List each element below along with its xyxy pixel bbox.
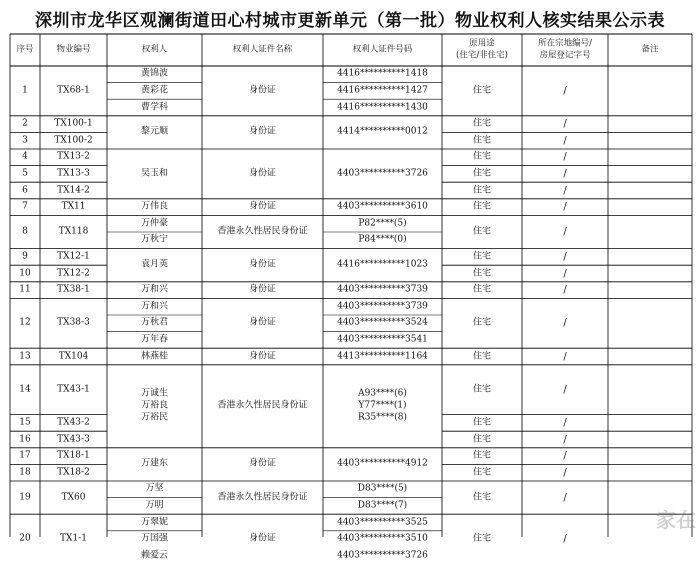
row-use: 住宅 [472, 417, 491, 428]
row-id-no: 4403**********3510 [337, 533, 428, 544]
row-seq: 16 [19, 434, 31, 444]
row-id-no: A93****(6) [358, 388, 407, 399]
header-property-no: 物业编号 [56, 44, 91, 55]
row-id-no: 4413**********1164 [337, 351, 428, 361]
row-reg: / [563, 168, 567, 180]
row-property-no: TX43-2 [57, 417, 90, 428]
header-remark: 备注 [641, 44, 659, 55]
row-seq: 1 [22, 85, 28, 96]
row-use: 住宅 [472, 151, 491, 162]
row-owner: 万翠妮 [140, 517, 168, 527]
row-id-no: Y77****(1) [358, 400, 407, 411]
row-reg: / [563, 492, 567, 504]
row-owner: 万年春 [140, 334, 168, 345]
row-property-no: TX1-1 [60, 533, 87, 544]
row-owner: 万国强 [140, 533, 168, 544]
page-title: 深圳市龙华区观澜街道田心村城市更新单元（第一批）物业权利人核实结果公示表 [35, 11, 665, 31]
row-reg: / [563, 85, 567, 97]
row-reg: / [563, 434, 567, 445]
header-id-no: 权利人证件号码 [352, 44, 413, 55]
row-property-no: TX13-3 [57, 168, 90, 179]
row-use: 住宅 [472, 85, 491, 96]
row-reg: / [563, 351, 567, 362]
row-reg: / [563, 384, 567, 396]
row-id-type: 身份证 [248, 168, 276, 179]
row-seq: 12 [19, 317, 31, 328]
row-owner: 黎元顺 [140, 126, 168, 137]
row-property-no: TX12-1 [57, 251, 90, 262]
row-property-no: TX100-2 [54, 135, 93, 146]
row-use: 住宅 [472, 226, 491, 237]
row-seq: 6 [22, 185, 28, 195]
row-seq: 11 [19, 284, 31, 295]
row-id-type: 身份证 [248, 201, 276, 212]
header-use: 原用途 [469, 38, 495, 49]
row-owner: 万诚生 [140, 388, 168, 399]
row-id-no: 4403**********3726 [337, 168, 428, 179]
header-reg: 所在宗地编号/ [538, 38, 592, 49]
row-reg: / [563, 151, 567, 163]
row-owner: 曹学科 [140, 102, 168, 112]
row-seq: 3 [22, 135, 28, 146]
row-use: 住宅 [472, 351, 491, 361]
row-use: 住宅 [472, 284, 491, 295]
row-use: 住宅 [472, 118, 491, 129]
row-use: 住宅 [472, 251, 491, 262]
row-seq: 20 [19, 533, 31, 544]
row-use: 住宅 [472, 268, 491, 278]
row-seq: 9 [22, 251, 28, 262]
row-use: 住宅 [472, 434, 491, 444]
row-seq: 4 [22, 151, 28, 162]
row-property-no: TX12-2 [57, 268, 90, 278]
row-reg: / [563, 185, 567, 196]
row-reg: / [563, 467, 567, 479]
row-owner: 万仲豪 [140, 218, 168, 229]
row-id-type: 身份证 [248, 85, 276, 96]
row-reg: / [563, 450, 567, 462]
row-id-no: 4403**********3739 [337, 284, 428, 295]
row-owner: 万秋宁 [140, 234, 168, 245]
row-reg: / [563, 417, 567, 429]
row-id-type: 香港永久性居民身份证 [217, 400, 308, 411]
row-id-no: 4414**********0012 [337, 126, 428, 137]
row-id-no: R35****(8) [358, 412, 407, 423]
row-id-type: 身份证 [248, 458, 276, 469]
row-id-no: 4416**********1427 [337, 85, 428, 96]
row-property-no: TX13-2 [57, 151, 90, 162]
row-reg: / [563, 317, 567, 329]
header-owner: 权利人 [141, 44, 168, 55]
header-use-sub: (住宅/非住宅) [456, 50, 508, 61]
row-seq: 5 [22, 168, 28, 179]
row-id-no: 4403**********3739 [337, 301, 428, 312]
row-id-no: 4403**********3524 [337, 317, 428, 328]
row-use: 住宅 [472, 317, 491, 328]
row-id-no: 4403**********3525 [337, 517, 428, 527]
row-id-type: 身份证 [248, 126, 276, 137]
row-owner: 万裕民 [140, 412, 168, 423]
row-id-no: 4403**********4912 [337, 458, 428, 469]
row-owner: 林燕桂 [140, 351, 168, 361]
row-id-type: 身份证 [248, 533, 276, 544]
row-property-no: TX43-1 [57, 384, 90, 395]
row-reg: / [563, 284, 567, 296]
row-seq: 2 [22, 118, 28, 129]
row-use: 住宅 [472, 467, 491, 478]
row-owner: 黄锦波 [140, 68, 168, 79]
row-id-no: P84****(0) [358, 234, 407, 245]
row-id-no: 4403**********3610 [337, 201, 428, 212]
row-use: 住宅 [472, 135, 491, 146]
row-owner: 万坚 [145, 483, 164, 494]
row-property-no: TX38-1 [57, 284, 90, 295]
row-id-type: 身份证 [248, 351, 276, 361]
row-id-type: 身份证 [248, 284, 276, 295]
row-id-no: D83****(7) [357, 500, 408, 511]
row-owner: 万秋君 [140, 317, 168, 328]
row-reg: / [563, 226, 567, 238]
row-owner: 万和兴 [140, 301, 168, 312]
row-property-no: TX38-3 [57, 317, 90, 328]
row-use: 住宅 [472, 185, 491, 195]
row-seq: 15 [19, 417, 31, 428]
row-seq: 10 [19, 268, 31, 278]
row-seq: 17 [19, 450, 31, 461]
row-owner: 万明 [145, 500, 164, 511]
row-owner: 万伟良 [140, 201, 168, 212]
row-id-no: 4416**********1418 [337, 68, 428, 79]
row-property-no: TX18-2 [57, 467, 90, 478]
row-reg: / [563, 533, 567, 545]
header-seq: 序号 [16, 44, 34, 55]
row-owner: 袁月英 [140, 259, 168, 270]
row-property-no: TX11 [61, 201, 86, 212]
row-id-no: 4416**********1430 [337, 102, 428, 112]
row-owner: 万和兴 [140, 284, 168, 295]
row-id-type: 身份证 [248, 317, 276, 328]
row-use: 住宅 [472, 533, 491, 544]
row-seq: 14 [19, 384, 31, 395]
row-use: 住宅 [472, 168, 491, 179]
row-id-no: 4403**********3541 [337, 334, 428, 345]
row-use: 住宅 [472, 450, 491, 461]
row-owner: 吴玉和 [140, 168, 168, 179]
watermark: 家在 [656, 508, 696, 532]
row-seq: 7 [22, 201, 28, 212]
row-property-no: TX18-1 [57, 450, 90, 461]
row-reg: / [563, 135, 567, 147]
row-seq: 19 [19, 492, 31, 503]
row-use: 住宅 [472, 384, 491, 395]
row-id-type: 香港永久性居民身份证 [217, 226, 308, 237]
row-property-no: TX14-2 [57, 185, 90, 195]
row-reg: / [563, 251, 567, 263]
row-owner: 万建东 [140, 458, 168, 469]
row-id-no: P82****(5) [358, 218, 407, 229]
row-reg: / [563, 201, 567, 213]
row-seq: 18 [19, 467, 31, 478]
header-reg-sub: 房屋登记字号 [539, 50, 591, 61]
row-id-no: 4416**********1023 [337, 259, 428, 270]
row-id-no: 4403**********3726 [337, 550, 428, 561]
row-property-no: TX60 [61, 492, 86, 503]
row-reg: / [563, 118, 567, 130]
row-owner: 万裕良 [140, 400, 168, 411]
row-use: 住宅 [472, 201, 491, 212]
header-id-type: 权利人证件名称 [232, 44, 293, 55]
row-seq: 13 [19, 351, 31, 361]
row-property-no: TX118 [58, 226, 89, 237]
row-property-no: TX68-1 [57, 85, 90, 96]
row-id-type: 身份证 [248, 259, 276, 270]
row-id-no: D83****(5) [357, 483, 408, 494]
row-property-no: TX100-1 [54, 118, 93, 129]
row-id-type: 香港永久性居民身份证 [217, 492, 308, 503]
row-property-no: TX43-3 [57, 434, 90, 444]
row-owner: 赖爱云 [140, 550, 168, 561]
row-owner: 黄彩花 [140, 85, 168, 96]
row-property-no: TX104 [58, 351, 89, 361]
row-reg: / [563, 268, 567, 279]
row-use: 住宅 [472, 492, 491, 503]
row-seq: 8 [22, 226, 28, 237]
